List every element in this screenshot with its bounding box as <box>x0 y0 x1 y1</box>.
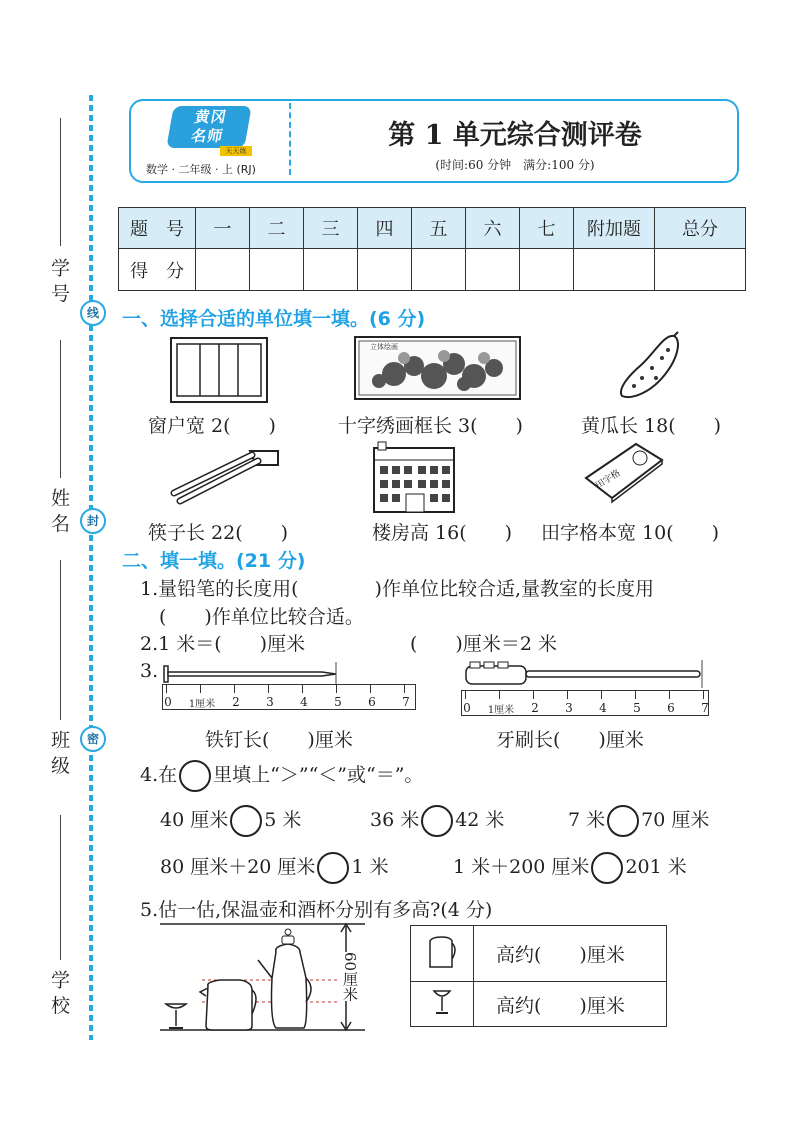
brand-logo <box>166 106 251 148</box>
ruler-tick <box>533 691 534 699</box>
ruler-tick <box>268 685 269 693</box>
circle-icon <box>179 760 211 792</box>
item-window-width[interactable]: 窗户宽 2( ) <box>148 415 276 437</box>
chopsticks-image <box>170 443 282 505</box>
student-number-field[interactable] <box>60 118 61 246</box>
ruler-number: 2 <box>232 695 240 709</box>
class-field[interactable] <box>60 560 61 720</box>
compare-item-3 <box>568 805 709 837</box>
question3-label: 3. <box>140 660 159 682</box>
ruler-tick <box>465 691 466 699</box>
ruler-tick <box>601 691 602 699</box>
ruler-number: 1厘米 <box>487 705 515 716</box>
ruler-tick <box>302 685 303 693</box>
student-name-label: 姓 名 <box>48 488 70 533</box>
ruler-tick <box>336 685 337 693</box>
header-cell-3: 三 <box>304 208 358 249</box>
toothbrush-length-caption[interactable]: 牙刷长( )厘米 <box>496 729 644 751</box>
kettle-answer[interactable]: 高约( )厘米 <box>474 926 667 982</box>
compare-right: 70 厘米 <box>641 809 710 831</box>
compare-right: 201 米 <box>625 856 687 878</box>
ruler-tick <box>370 685 371 693</box>
compare-right: 1 米 <box>351 856 389 878</box>
compare-item-4 <box>160 852 389 884</box>
score-cell[interactable] <box>520 249 574 291</box>
item-cucumber-length[interactable]: 黄瓜长 18( ) <box>581 415 722 437</box>
header-cell-1: 一 <box>196 208 250 249</box>
kettle-icon-cell <box>411 926 474 982</box>
student-number-label: 学 号 <box>48 258 70 303</box>
row-label-score: 得 分 <box>119 249 196 291</box>
ruler-number: 5 <box>334 695 342 709</box>
cucumber-image <box>612 330 684 404</box>
header-divider <box>289 103 291 175</box>
cup-icon-cell <box>411 982 474 1027</box>
ruler-number: 3 <box>266 695 274 709</box>
ruler-tick <box>567 691 568 699</box>
score-cell[interactable] <box>655 249 746 291</box>
ruler-number: 6 <box>368 695 376 709</box>
seal-seal: 封 <box>80 508 106 534</box>
score-table-header-row <box>119 208 746 249</box>
ruler-number: 0 <box>164 695 172 709</box>
question4-pre: 4.在 <box>140 764 178 786</box>
time-score-note: (时间:60 分钟 满分:100 分) <box>435 158 595 172</box>
building-image <box>372 440 458 514</box>
question2-left[interactable]: 2.1 米＝( )厘米 <box>140 633 306 655</box>
ruler-tick <box>404 685 405 693</box>
item-building-height[interactable]: 楼房高 16( ) <box>372 522 513 544</box>
seal-line: 线 <box>80 300 106 326</box>
school-label: 学 校 <box>48 970 70 1015</box>
ruler-number: 0 <box>463 701 471 715</box>
left-ruler <box>162 684 416 710</box>
window-image <box>170 337 268 403</box>
binding-dashed-line <box>89 95 93 1040</box>
compare-item-2 <box>370 805 504 837</box>
right-ruler <box>461 690 709 716</box>
question4 <box>140 760 423 792</box>
section2-title: 二、填一填。(21 分) <box>122 550 306 572</box>
question4-post: 里填上“＞”“＜”或“＝”。 <box>213 764 424 786</box>
compare-circle-input[interactable] <box>230 805 262 837</box>
item-notebook-width[interactable]: 田字格本宽 10( ) <box>541 522 720 544</box>
compare-item-1 <box>160 805 301 837</box>
compare-left: 1 米＋200 厘米 <box>453 856 590 878</box>
compare-left: 40 厘米 <box>160 809 229 831</box>
compare-right: 42 米 <box>455 809 505 831</box>
header-cell-bonus: 附加题 <box>574 208 655 249</box>
header-cell-total: 总分 <box>655 208 746 249</box>
ruler-tick <box>669 691 670 699</box>
compare-circle-input[interactable] <box>317 852 349 884</box>
estimate-row-kettle <box>411 926 667 982</box>
student-name-field[interactable] <box>60 340 61 478</box>
score-cell[interactable] <box>250 249 304 291</box>
ruler-tick <box>703 691 704 699</box>
compare-left: 36 米 <box>370 809 420 831</box>
compare-right: 5 米 <box>264 809 302 831</box>
compare-left: 80 厘米＋20 厘米 <box>160 856 316 878</box>
item-painting-length[interactable]: 十字绣画框长 3( ) <box>338 415 523 437</box>
ruler-number: 5 <box>633 701 641 715</box>
page-title: 第 1 单元综合测评卷 <box>388 120 642 151</box>
ruler-number: 4 <box>599 701 607 715</box>
header-cell-7: 七 <box>520 208 574 249</box>
ruler-tick <box>635 691 636 699</box>
ruler-number: 7 <box>402 695 410 709</box>
painting-label: 立体绘画 <box>370 343 398 351</box>
notebook-image <box>582 440 664 504</box>
score-cell[interactable] <box>304 249 358 291</box>
ruler-tick <box>200 685 201 693</box>
score-cell[interactable] <box>574 249 655 291</box>
class-label: 班 级 <box>48 730 70 775</box>
section1-title: 一、选择合适的单位填一填。(6 分) <box>122 308 426 330</box>
estimate-row-cup <box>411 982 667 1027</box>
toothbrush-image <box>460 660 710 688</box>
score-cell[interactable] <box>196 249 250 291</box>
subject-info: 数学 · 二年级 · 上 (RJ) <box>146 163 256 176</box>
ruler-tick <box>234 685 235 693</box>
question1-line1[interactable]: 1.量铅笔的长度用( )作单位比较合适,量教室的长度用 <box>140 578 654 600</box>
question1-line2[interactable]: ( )作单位比较合适。 <box>159 606 364 628</box>
score-cell[interactable] <box>412 249 466 291</box>
header-cell-5: 五 <box>412 208 466 249</box>
ruler-number: 2 <box>531 701 539 715</box>
header-cell-2: 二 <box>250 208 304 249</box>
school-field[interactable] <box>60 815 61 960</box>
compare-circle-input[interactable] <box>607 805 639 837</box>
score-table <box>118 207 746 291</box>
wine-cup-icon <box>430 987 454 1017</box>
kettle-icon <box>424 931 460 971</box>
header-cell-question: 题 号 <box>119 208 196 249</box>
ruler-number: 3 <box>565 701 573 715</box>
compare-item-5 <box>453 852 687 884</box>
logo-subtitle: 天天练 <box>220 146 252 156</box>
score-cell[interactable] <box>466 249 520 291</box>
seal-secret: 密 <box>80 726 106 752</box>
notebook-label: 田字格 <box>594 468 623 492</box>
compare-circle-input[interactable] <box>421 805 453 837</box>
ruler-number: 1厘米 <box>188 699 216 710</box>
score-table-row <box>119 249 746 291</box>
question5: 5.估一估,保温壶和酒杯分别有多高?(4 分) <box>140 899 493 921</box>
nail-length-caption[interactable]: 铁钉长( )厘米 <box>205 729 353 751</box>
question2-right[interactable]: ( )厘米＝2 米 <box>410 633 557 655</box>
header-cell-4: 四 <box>358 208 412 249</box>
ruler-tick <box>499 691 500 699</box>
ruler-tick <box>166 685 167 693</box>
logo-text: 黄冈名师 <box>189 108 229 145</box>
estimate-table <box>410 925 667 1027</box>
ruler-number: 4 <box>300 695 308 709</box>
nail-image <box>162 662 342 686</box>
item-chopsticks-length[interactable]: 筷子长 22( ) <box>148 522 289 544</box>
ruler-number: 7 <box>701 701 709 715</box>
score-cell[interactable] <box>358 249 412 291</box>
compare-circle-input[interactable] <box>591 852 623 884</box>
ruler-number: 6 <box>667 701 675 715</box>
kettle-cup-illustration <box>160 918 370 1034</box>
height-label: 60厘米 <box>341 952 359 1002</box>
cup-answer[interactable]: 高约( )厘米 <box>474 982 667 1027</box>
header-cell-6: 六 <box>466 208 520 249</box>
compare-left: 7 米 <box>568 809 606 831</box>
